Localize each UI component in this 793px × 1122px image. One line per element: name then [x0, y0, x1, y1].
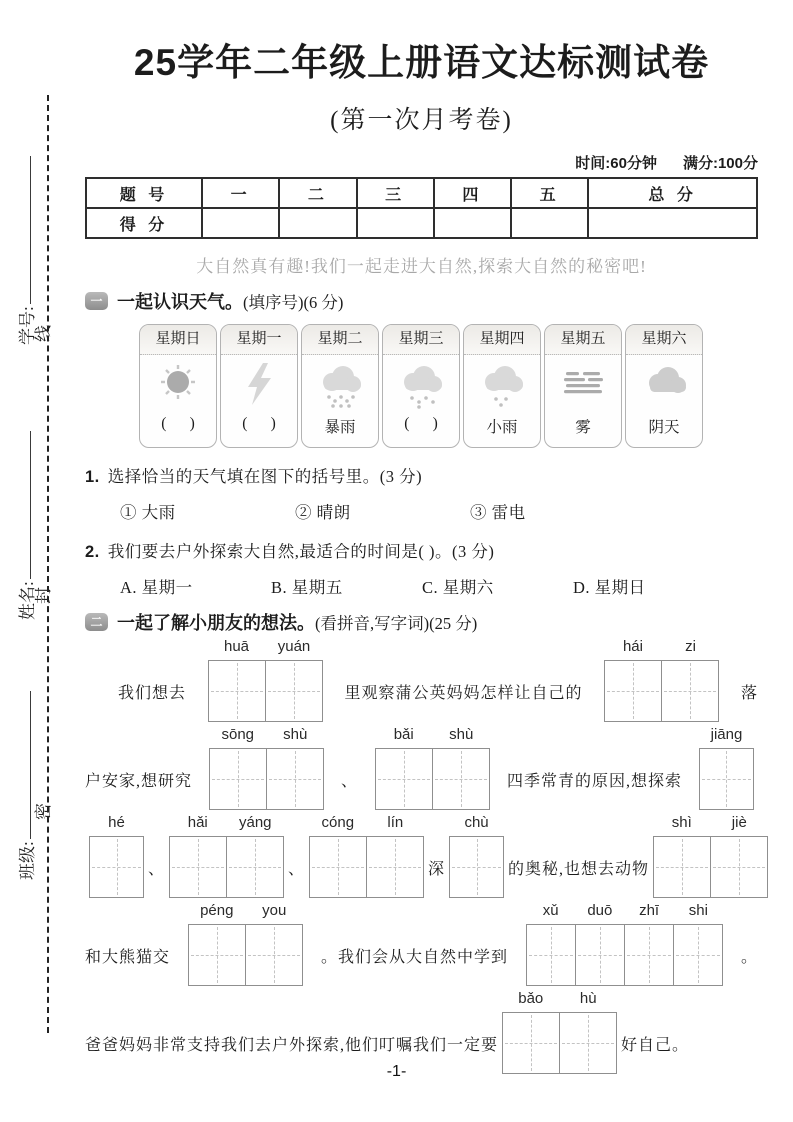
section1-title: 一起认识天气。 — [117, 292, 243, 312]
pinyin-label-row — [526, 902, 723, 919]
sentence-text: 和大熊猫交 — [85, 948, 171, 966]
student-name-blank — [28, 431, 31, 579]
sentence-text: 深 — [428, 860, 446, 878]
time-limit: 时间:60分钟 — [575, 155, 657, 172]
pinyin-label: hǎi — [187, 814, 208, 831]
writing-box-group — [449, 814, 504, 898]
question-2-number: 2. — [85, 543, 100, 561]
score-table-header-row — [86, 178, 757, 208]
writing-cell — [653, 836, 711, 898]
pinyin-label: péng — [200, 902, 234, 919]
weather-answer-label: 小雨 — [486, 419, 518, 436]
weather-card — [463, 324, 541, 448]
weather-card — [625, 324, 703, 448]
question-1 — [85, 463, 758, 487]
score-cell — [279, 208, 356, 238]
pinyin-label: shù — [449, 726, 474, 743]
pinyin-label: yuán — [277, 638, 311, 655]
score-col-label: 题 号 — [86, 178, 202, 208]
score-col-3: 三 — [357, 178, 434, 208]
writing-box-group — [653, 814, 768, 898]
pinyin-label-row — [375, 726, 490, 743]
sentence-text: 、 — [148, 860, 166, 878]
section1-badge: 一 — [85, 292, 108, 310]
question-2 — [85, 538, 758, 562]
sentence-text: 我们想去 — [118, 684, 187, 702]
pinyin-label: cóng — [321, 814, 355, 831]
writing-box-group — [208, 638, 323, 722]
option-1-da-yu: ① 大雨 — [120, 503, 176, 522]
pinyin-label: zhī — [639, 902, 660, 919]
score-cell — [588, 208, 757, 238]
option-b: B. 星期五 — [271, 578, 343, 597]
pinyin-label-row — [502, 990, 617, 1007]
weather-answer-label: ( ) — [161, 415, 195, 432]
weather-card — [382, 324, 460, 448]
weather-day-label: 星期四 — [464, 325, 540, 355]
writing-cell — [309, 836, 367, 898]
section2-header — [85, 609, 758, 635]
sentence-text: 户安家,想研究 — [85, 772, 193, 790]
pinyin-label-row — [604, 638, 719, 655]
weather-day-label: 星期二 — [302, 325, 378, 355]
writing-box-group — [188, 902, 303, 986]
sentence-text: 好自己。 — [621, 1036, 690, 1054]
score-cell — [434, 208, 511, 238]
pinyin-exercise — [85, 638, 758, 1075]
score-cell — [202, 208, 279, 238]
sentence-text: 。我们会从大自然中学到 — [320, 948, 508, 966]
score-col-2: 二 — [279, 178, 356, 208]
section1-suffix: (填序号)(6 分) — [243, 293, 344, 312]
student-id-field — [13, 156, 38, 345]
option-3-lei-dian: ③ 雷电 — [470, 503, 526, 522]
pinyin-label: xǔ — [542, 902, 559, 919]
writing-cell — [169, 836, 227, 898]
question-2-text: 我们要去户外探索大自然,最适合的时间是( )。(3 分) — [107, 542, 495, 561]
section1-header — [85, 288, 758, 314]
weather-answer-label: 雾 — [575, 419, 591, 436]
writing-cell — [366, 836, 424, 898]
writing-box-group — [309, 814, 424, 898]
writing-cell — [375, 748, 433, 810]
writing-cell — [432, 748, 490, 810]
pinyin-label-row — [699, 726, 754, 743]
page-number: -1- — [386, 1063, 407, 1080]
pinyin-label-row — [188, 902, 303, 919]
heavy-rain-icon — [310, 355, 370, 415]
paper-meta — [85, 152, 758, 173]
pinyin-label-row — [169, 814, 284, 831]
question-1-text: 选择恰当的天气填在图下的括号里。(3 分) — [107, 467, 423, 486]
seal-dashed-line — [47, 95, 49, 1033]
weather-day-label: 星期一 — [221, 325, 297, 355]
writing-cell — [266, 748, 324, 810]
weather-answer-label: ( ) — [404, 415, 438, 432]
score-table — [85, 177, 758, 239]
score-col-4: 四 — [434, 178, 511, 208]
pinyin-label: hé — [108, 814, 125, 831]
pinyin-label-row — [209, 726, 324, 743]
weather-card-row — [139, 324, 758, 448]
section2-badge: 二 — [85, 613, 108, 631]
writing-cell — [604, 660, 662, 722]
writing-cell — [208, 660, 266, 722]
full-score: 满分:100分 — [682, 155, 758, 172]
student-id-blank — [28, 156, 31, 304]
sentence-text: 。 — [740, 948, 758, 966]
sentence-text: 、 — [288, 860, 306, 878]
cloud-icon — [634, 355, 694, 415]
pinyin-line — [85, 814, 758, 899]
score-col-5: 五 — [511, 178, 588, 208]
sentence-text: 四季常青的原因,想探索 — [506, 772, 682, 790]
light-rain-icon — [472, 355, 532, 415]
weather-answer-label: 阴天 — [648, 419, 680, 436]
section2-suffix: (看拼音,写字词)(25 分) — [315, 614, 478, 633]
weather-card — [544, 324, 622, 448]
pinyin-line — [85, 902, 758, 987]
pinyin-label: hái — [622, 638, 643, 655]
sentence-text: 的奥秘,也想去动物 — [508, 860, 650, 878]
pinyin-label: lín — [387, 814, 404, 831]
score-table-value-row — [86, 208, 757, 238]
pinyin-label: bǎi — [393, 726, 414, 743]
question-1-number: 1. — [85, 468, 100, 486]
writing-cell — [449, 836, 504, 898]
sentence-text: 、 — [340, 772, 358, 790]
pinyin-line — [85, 726, 758, 811]
pinyin-label: chù — [464, 814, 489, 831]
writing-box-group — [604, 638, 719, 722]
writing-cell — [624, 924, 674, 986]
writing-box-group — [169, 814, 284, 898]
sentence-text: 爸爸妈妈非常支持我们去户外探索,他们叮嘱我们一定要 — [85, 1036, 499, 1054]
writing-cell — [575, 924, 625, 986]
writing-cell — [661, 660, 719, 722]
score-cell — [511, 208, 588, 238]
option-d: D. 星期日 — [573, 578, 646, 597]
pinyin-label: zi — [685, 638, 696, 655]
writing-cell — [226, 836, 284, 898]
pinyin-label: duō — [587, 902, 613, 919]
pinyin-label-row — [653, 814, 768, 831]
seal-char-feng: 封 — [34, 587, 53, 604]
pinyin-label: jiāng — [710, 726, 743, 743]
writing-box-group — [375, 726, 490, 810]
weather-card — [139, 324, 217, 448]
question-1-options — [120, 499, 758, 523]
pinyin-label: shì — [671, 814, 692, 831]
writing-box-group — [209, 726, 324, 810]
weather-answer-label: ( ) — [242, 415, 276, 432]
pinyin-label-row — [89, 814, 144, 831]
writing-cell — [710, 836, 768, 898]
class-field — [13, 691, 38, 880]
writing-cell — [699, 748, 754, 810]
weather-day-label: 星期日 — [140, 325, 216, 355]
writing-cell — [209, 748, 267, 810]
sentence-text: 落 — [740, 684, 758, 702]
option-a: A. 星期一 — [120, 578, 193, 597]
writing-box-group — [526, 902, 723, 986]
pinyin-label: you — [262, 902, 287, 919]
intro-banner: 大自然真有趣!我们一起走进大自然,探索大自然的秘密吧! — [196, 257, 647, 276]
writing-box-group — [699, 726, 754, 810]
score-col-total: 总 分 — [588, 178, 757, 208]
weather-day-label: 星期三 — [383, 325, 459, 355]
option-c: C. 星期六 — [422, 578, 494, 597]
pinyin-label-row — [449, 814, 504, 831]
student-id-label: 学号: — [18, 306, 37, 345]
option-2-qing-lang: ② 晴朗 — [295, 503, 351, 522]
writing-cell — [673, 924, 723, 986]
sun-icon — [148, 355, 208, 415]
seal-char-mi: 密 — [34, 803, 53, 820]
score-cell — [357, 208, 434, 238]
pinyin-label: hù — [579, 990, 597, 1007]
weather-day-label: 星期五 — [545, 325, 621, 355]
pinyin-label: sōng — [221, 726, 255, 743]
class-label: 班级: — [18, 841, 37, 880]
writing-cell — [89, 836, 144, 898]
rain-icon — [391, 355, 451, 415]
sentence-text: 里观察蒲公英妈妈怎样让自己的 — [344, 684, 583, 702]
pinyin-label: yáng — [239, 814, 272, 831]
pinyin-label-row — [309, 814, 424, 831]
lightning-icon — [229, 355, 289, 415]
weather-card — [301, 324, 379, 448]
paper-title: 25学年二年级上册语文达标测试卷 — [133, 42, 710, 83]
pinyin-line — [85, 638, 758, 723]
main-content — [85, 26, 758, 1075]
writing-cell — [526, 924, 576, 986]
pinyin-label: shù — [283, 726, 308, 743]
weather-day-label: 星期六 — [626, 325, 702, 355]
question-2-options — [120, 574, 758, 598]
fog-icon — [553, 355, 613, 415]
writing-box-group — [89, 814, 144, 898]
writing-cell — [188, 924, 246, 986]
weather-answer-label: 暴雨 — [324, 419, 356, 436]
section2-title: 一起了解小朋友的想法。 — [117, 613, 315, 633]
pinyin-label: bǎo — [518, 990, 544, 1007]
score-col-1: 一 — [202, 178, 279, 208]
paper-subtitle: (第一次月考卷) — [330, 107, 513, 134]
pinyin-label: huā — [223, 638, 250, 655]
weather-card — [220, 324, 298, 448]
score-row-label: 得 分 — [86, 208, 202, 238]
pinyin-label: jiè — [731, 814, 747, 831]
seal-char-xian: 线 — [34, 325, 53, 342]
pinyin-label-row — [208, 638, 323, 655]
pinyin-label: shi — [688, 902, 708, 919]
writing-cell — [245, 924, 303, 986]
writing-cell — [265, 660, 323, 722]
student-name-label: 姓名: — [18, 581, 37, 620]
